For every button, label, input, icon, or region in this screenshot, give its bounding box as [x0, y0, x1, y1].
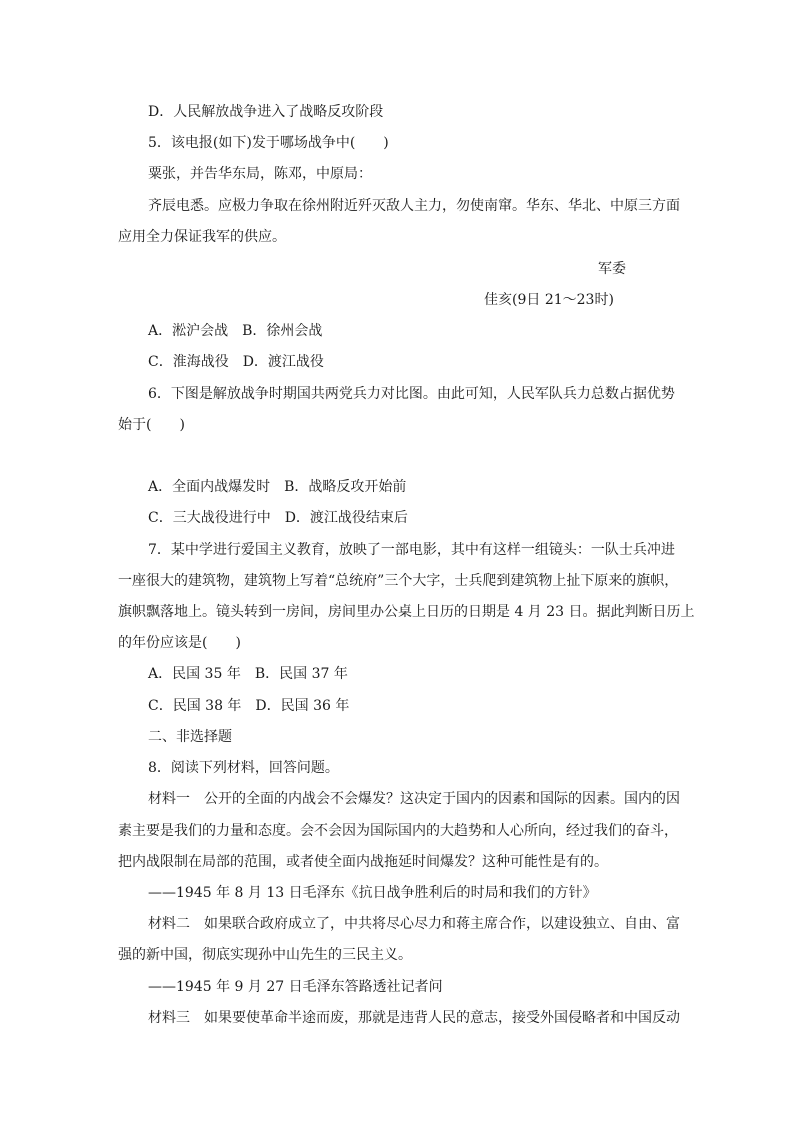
material-3-line-1: 材料三 如果要使革命半途而废，那就是违背人民的意志，接受外国侵略者和中国反动: [148, 1010, 680, 1026]
material-1-source: ——1945 年 8 月 13 日毛泽东《抗日战争胜利后的时局和我们的方针》: [148, 885, 597, 901]
telegram-date: 佳亥(9日 21～23时): [484, 292, 614, 308]
q7-options-ab: A．民国 35 年 B．民国 37 年: [148, 666, 348, 682]
material-2-line-1: 材料二 如果联合政府成立了，中共将尽心尽力和蒋主席合作，以建设独立、自由、富: [148, 916, 680, 932]
material-1-line-2: 素主要是我们的力量和态度。会不会因为国际国内的大趋势和人心所向，经过我们的奋斗，: [118, 823, 678, 839]
q7-stem-line-3: 旗帜飘落地上。镜头转到一房间，房间里办公桌上日历的日期是 4 月 23 日。据此判断日历上: [118, 604, 695, 620]
telegram-body-line-1: 齐辰电悉。应极力争取在徐州附近歼灭敌人主力，勿使南窜。华东、华北、中原三方面: [148, 198, 680, 214]
section-heading-non-choice: 二、非选择题: [148, 729, 232, 745]
q7-stem-line-4: 的年份应该是( ): [118, 635, 241, 651]
material-1-line-3: 把内战限制在局部的范围，或者使全面内战拖延时间爆发？这种可能性是有的。: [118, 854, 608, 870]
q6-stem-line-1: 6．下图是解放战争时期国共两党兵力对比图。由此可知，人民军队兵力总数占据优势: [148, 386, 675, 402]
q6-options-cd: C．三大战役进行中 D．渡江战役结束后: [148, 510, 408, 526]
q4-option-d: D．人民解放战争进入了战略反攻阶段: [148, 104, 384, 120]
q7-options-cd: C．民国 38 年 D．民国 36 年: [148, 698, 350, 714]
material-2-source: ——1945 年 9 月 27 日毛泽东答路透社记者问: [148, 979, 443, 995]
q6-options-ab: A．全面内战爆发时 B．战略反攻开始前: [148, 479, 407, 495]
q5-stem: 5．该电报(如下)发于哪场战争中( ): [148, 135, 389, 151]
q6-stem-line-2: 始于( ): [118, 417, 185, 433]
material-1-line-1: 材料一 公开的全面的内战会不会爆发？这决定于国内的因素和国际的因素。国内的因: [148, 791, 680, 807]
q7-stem-line-1: 7．某中学进行爱国主义教育，放映了一部电影，其中有这样一组镜头：一队士兵冲进: [148, 542, 675, 558]
material-2-line-2: 强的新中国，彻底实现孙中山先生的三民主义。: [118, 947, 412, 963]
telegram-signature: 军委: [598, 261, 626, 277]
q5-options-ab: A．淞沪会战 B．徐州会战: [148, 323, 323, 339]
telegram-body-line-2: 应用全力保证我军的供应。: [118, 229, 286, 245]
telegram-recipients: 粟张，并告华东局，陈邓，中原局：: [148, 166, 372, 182]
q8-stem: 8．阅读下列材料，回答问题。: [148, 760, 339, 776]
q5-options-cd: C．淮海战役 D．渡江战役: [148, 354, 324, 370]
q7-stem-line-2: 一座很大的建筑物，建筑物上写着“总统府”三个大字，士兵爬到建筑物上扯下原来的旗帜，: [118, 573, 679, 589]
